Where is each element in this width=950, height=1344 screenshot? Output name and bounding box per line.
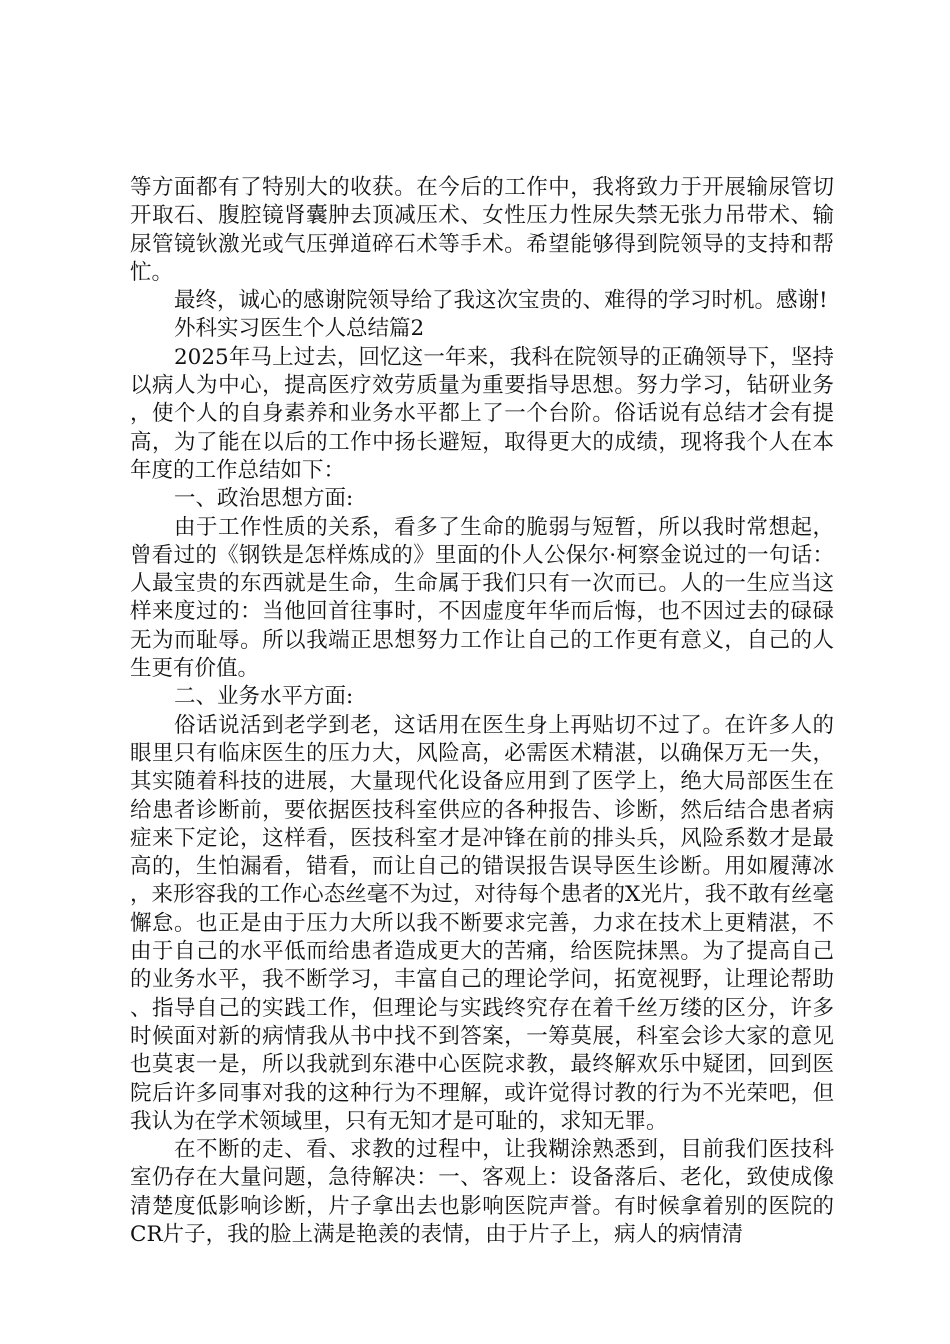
paragraph-professional: 俗话说活到老学到老，这话用在医生身上再贴切不过了。在许多人的眼里只有临床医生的压力大，风险高，必需医术精湛，以确保万无一失，其实随着科技的进展，大量现代化设备应用到了医学上，绝大局部医生在给患者诊断前，要依据医技科室供应的各种报告、诊断，然后结合患者病症来下定论，这样看，医技科室才是冲锋在前的排头兵，风险系数才是最高的，生怕漏看，错看，而让自己的错误报告误导医生诊断。用如履薄冰，来形容我的工作心态丝毫不为过，对待每个患者的X光片，我不敢有丝毫懈怠。也正是由于压力大所以我不断要求完善，力求在技术上更精湛，不由于自己的水平低而给患者造成更大的苦痛，给医院抹黑。为了提高自己的业务水平，我不断学习，丰富自己的理论学问，拓宽视野，让理论帮助、指导自己的实践工作，但理论与实践终究存在着千丝万缕的区分，许多时候面对新的病情我从书中找不到答案，一筹莫展，科室会诊大家的意见也莫衷一是，所以我就到东港中心医院求教，最终解欢乐中疑团，回到医院后许多同事对我的这种行为不理解，或许觉得讨教的行为不光荣吧，但我认为在学术领域里，只有无知才是可耻的，求知无罪。: [130, 712, 834, 1134]
subheading-professional: 二、业务水平方面:: [174, 684, 354, 710]
paragraph-political: 由于工作性质的关系，看多了生命的脆弱与短暂，所以我时常想起，曾看过的《钢铁是怎样炼成的》里面的仆人公保尔·柯察金说过的一句话：人最宝贵的东西就是生命，生命属于我们只有一次而已。人的一生应当这样来度过的：当他回首往事时，不因虚度年华而后悔，也不因过去的碌碌无为而耻辱。所以我端正思想努力工作让自己的工作更有意义，自己的人生更有价值。: [130, 514, 834, 682]
paragraph-intro: 2025年马上过去，回忆这一年来，我科在院领导的正确领导下，坚持以病人为中心，提高医疗效劳质量为重要指导思想。努力学习，钻研业务，使个人的自身素养和业务水平都上了一个台阶。俗话说有总结才会有提高，为了能在以后的工作中扬长避短，取得更大的成绩，现将我个人在本年度的工作总结如下：: [130, 344, 834, 483]
paragraph-thanks: 最终，诚心的感谢院领导给了我这次宝贵的、难得的学习时机。感谢!: [174, 288, 828, 314]
section-title: 外科实习医生个人总结篇2: [174, 316, 425, 342]
document-page: [130, 174, 834, 1249]
paragraph-problems: 在不断的走、看、求教的过程中，让我糊涂熟悉到，目前我们医技科室仍存在大量问题，急待解决：一、客观上：设备落后、老化，致使成像清楚度低影响诊断，片子拿出去也影响医院声誉。有时候拿着别的医院的CR片子，我的脸上满是艳羡的表情，由于片子上，病人的病情清: [130, 1137, 834, 1247]
paragraph-continuation: 等方面都有了特别大的收获。在今后的工作中，我将致力于开展输尿管切开取石、腹腔镜肾囊肿去顶减压术、女性压力性尿失禁无张力吊带术、输尿管镜钬激光或气压弹道碎石术等手术。希望能够得到院领导的支持和帮忙。: [130, 175, 834, 285]
subheading-political: 一、政治思想方面:: [174, 486, 354, 512]
